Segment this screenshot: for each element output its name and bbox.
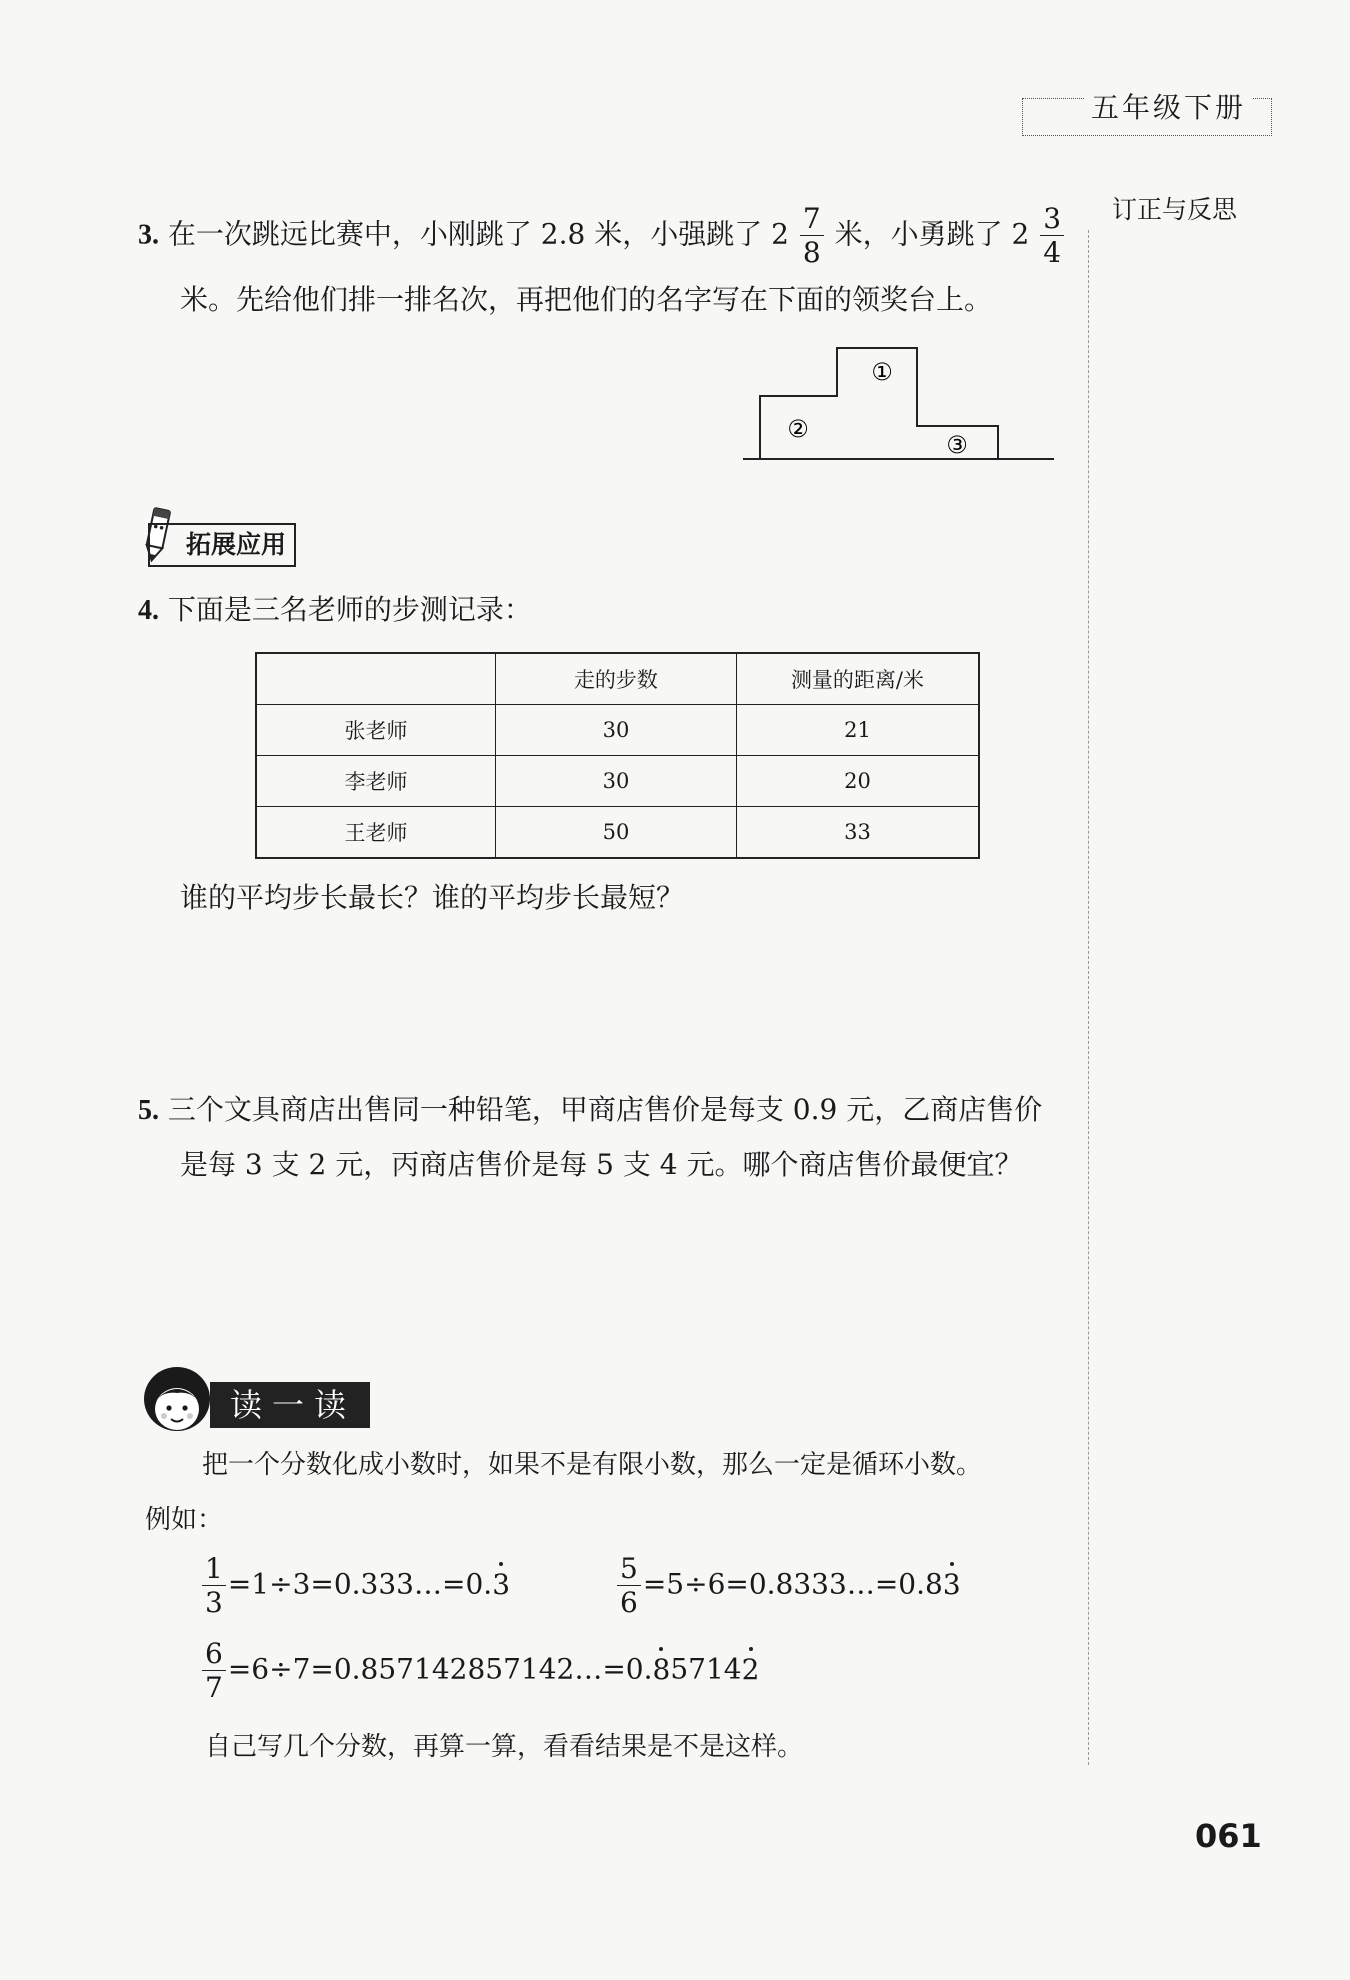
fraction-numerator: 1 bbox=[202, 1555, 226, 1586]
fraction-denominator: 6 bbox=[620, 1586, 638, 1619]
repeating-digit-end: 2 bbox=[741, 1652, 760, 1686]
table-cell-teacher: 王老师 bbox=[256, 807, 495, 859]
question-number: 3. bbox=[138, 219, 159, 251]
podium-second-label: ② bbox=[787, 415, 809, 443]
example-expression: =6÷7=0.857142857142…=0. bbox=[227, 1652, 653, 1686]
example-expression: =1÷3=0.333…=0. bbox=[227, 1567, 493, 1601]
podium-diagram bbox=[740, 340, 1060, 470]
fraction-five-sixths bbox=[617, 1552, 641, 1619]
fraction-three-quarters bbox=[1040, 202, 1064, 269]
question-5 bbox=[138, 1090, 1042, 1131]
table-cell-distance: 21 bbox=[736, 705, 979, 756]
repeating-digit-start: 8 bbox=[652, 1652, 671, 1686]
podium-first-label: ① bbox=[871, 358, 893, 386]
table-header-row bbox=[256, 653, 979, 705]
girl-avatar-icon bbox=[140, 1365, 214, 1437]
grade-label: 五年级下册 bbox=[1085, 86, 1252, 126]
fraction-denominator: 8 bbox=[802, 236, 821, 269]
repeating-digit: 3 bbox=[942, 1567, 961, 1601]
side-heading: 订正与反思 bbox=[1112, 195, 1238, 224]
table-row bbox=[256, 807, 979, 859]
question-3-text-part2: 米，小勇跳了 2 bbox=[834, 217, 1030, 251]
fraction-six-sevenths bbox=[202, 1637, 226, 1704]
repeating-digit: 3 bbox=[492, 1567, 511, 1601]
fraction-numerator: 7 bbox=[800, 205, 824, 236]
example-expression: =5÷6=0.8333…=0.8 bbox=[642, 1567, 943, 1601]
table-header-cell: 测量的距离/米 bbox=[736, 653, 979, 705]
margin-divider bbox=[1088, 230, 1089, 1765]
section-extend-title: 拓展应用 bbox=[148, 523, 296, 567]
table-header-cell bbox=[256, 653, 495, 705]
table-row bbox=[256, 705, 979, 756]
table-cell-distance: 20 bbox=[736, 756, 979, 807]
fraction-denominator: 7 bbox=[205, 1671, 223, 1704]
step-record-table bbox=[255, 652, 980, 859]
table-cell-distance: 33 bbox=[736, 807, 979, 859]
question-3 bbox=[138, 202, 1066, 269]
example-six-sevenths bbox=[200, 1637, 760, 1704]
table-header-cell: 走的步数 bbox=[495, 653, 736, 705]
example-five-sixths bbox=[615, 1552, 961, 1619]
table-cell-teacher: 张老师 bbox=[256, 705, 495, 756]
fraction-denominator: 3 bbox=[205, 1586, 223, 1619]
question-number: 4. bbox=[138, 595, 159, 626]
repeating-digits-middle: 5714 bbox=[670, 1652, 742, 1686]
question-4-text: 下面是三名老师的步测记录： bbox=[167, 593, 532, 626]
read-example-label: 例如： bbox=[145, 1505, 224, 1535]
fraction-seven-eighths bbox=[800, 202, 824, 269]
table-cell-steps: 30 bbox=[495, 705, 736, 756]
podium-third-label: ③ bbox=[946, 431, 968, 459]
fraction-numerator: 6 bbox=[202, 1640, 226, 1671]
fraction-denominator: 4 bbox=[1043, 236, 1062, 269]
table-cell-teacher: 李老师 bbox=[256, 756, 495, 807]
table-cell-steps: 50 bbox=[495, 807, 736, 859]
fraction-one-third bbox=[202, 1552, 226, 1619]
read-section-title: 读一读 bbox=[210, 1382, 370, 1428]
question-4 bbox=[138, 590, 532, 631]
question-3-text-part1: 在一次跳远比赛中，小刚跳了 2.8 米，小强跳了 2 bbox=[167, 217, 789, 251]
read-paragraph: 把一个分数化成小数时，如果不是有限小数，那么一定是循环小数。 bbox=[202, 1450, 983, 1480]
table-cell-steps: 30 bbox=[495, 756, 736, 807]
question-5-line2: 是每 3 支 2 元，丙商店售价是每 5 支 4 元。哪个商店售价最便宜？ bbox=[180, 1148, 1023, 1181]
read-closing: 自己写几个分数，再算一算，看看结果是不是这样。 bbox=[205, 1732, 804, 1762]
fraction-numerator: 5 bbox=[617, 1555, 641, 1586]
example-one-third bbox=[200, 1552, 511, 1619]
question-5-line1: 三个文具商店出售同一种铅笔，甲商店售价是每支 0.9 元，乙商店售价 bbox=[167, 1093, 1043, 1126]
page-number: 061 bbox=[1195, 1817, 1262, 1855]
question-3-line2: 米。先给他们排一排名次，再把他们的名字写在下面的领奖台上。 bbox=[180, 283, 993, 316]
question-4-ask: 谁的平均步长最长？谁的平均步长最短？ bbox=[180, 881, 685, 914]
table-row bbox=[256, 756, 979, 807]
fraction-numerator: 3 bbox=[1040, 205, 1064, 236]
question-number: 5. bbox=[138, 1095, 159, 1126]
